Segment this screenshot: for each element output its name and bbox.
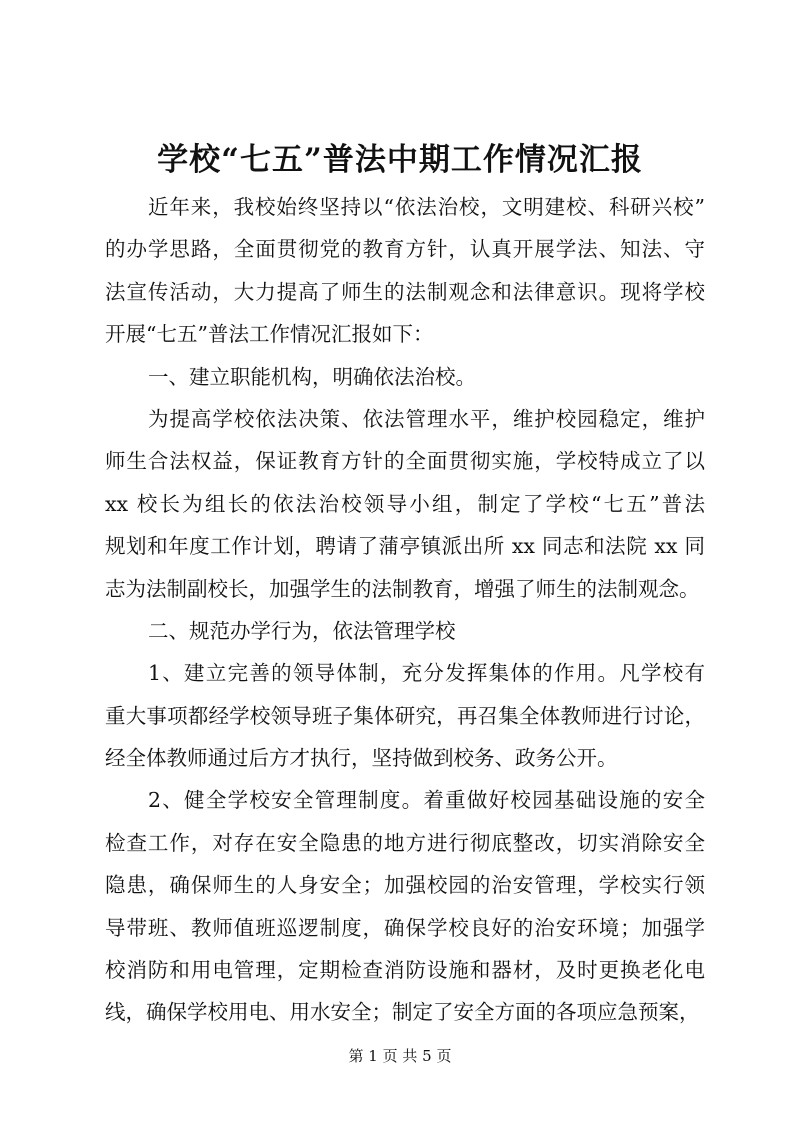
document-body: [105, 186, 705, 1034]
text-line: 的办学思路，全面贯彻党的教育方针，认真开展学法、知法、守: [105, 237, 705, 262]
text-line: 为提高学校依法决策、依法管理水平，维护校园稳定，维护: [148, 406, 705, 431]
page-indicator: 第 1 页 共 5 页: [348, 1047, 452, 1065]
text-line: 2、健全学校安全管理制度。着重做好校园基础设施的安全: [148, 788, 705, 813]
text-line: 规划和年度工作计划，聘请了蒲亭镇派出所 xx 同志和法院 xx 同: [105, 534, 705, 559]
text-line: 志为法制副校长，加强学生的法制教育，增强了师生的法制观念。: [105, 576, 700, 601]
text-line: 经全体教师通过后方才执行，坚持做到校务、政务公开。: [105, 746, 618, 771]
text-line: 开展“七五”普法工作情况汇报如下：: [105, 322, 434, 347]
text-line: 导带班、教师值班巡逻制度，确保学校良好的治安环境；加强学: [105, 915, 705, 940]
text-line: 重大事项都经学校领导班子集体研究，再召集全体教师进行讨论，: [105, 703, 705, 728]
text-line: 法宣传活动，大力提高了师生的法制观念和法律意识。现将学校: [105, 279, 705, 304]
text-line: 校消防和用电管理，定期检查消防设施和器材，及时更换老化电: [105, 958, 705, 983]
text-line: 隐患，确保师生的人身安全；加强校园的治安管理，学校实行领: [105, 873, 705, 898]
document-title: 学校“七五”普法中期工作情况汇报: [157, 142, 643, 178]
text-line: 师生合法权益，保证教育方针的全面贯彻实施，学校特成立了以: [105, 449, 705, 474]
section-heading-1: 一、建立职能机构，明确依法治校。: [148, 364, 476, 389]
text-line: 线，确保学校用电、用水安全；制定了安全方面的各项应急预案，: [105, 1000, 700, 1025]
section-heading-2: 二、规范办学行为，依法管理学校: [148, 618, 456, 643]
text-line: xx 校长为组长的依法治校领导小组，制定了学校“七五”普法: [105, 491, 705, 516]
text-line: 1、建立完善的领导体制，充分发挥集体的作用。凡学校有: [148, 661, 705, 686]
text-line: 检查工作，对存在安全隐患的地方进行彻底整改，切实消除安全: [105, 830, 705, 855]
text-line: 近年来，我校始终坚持以“依法治校，文明建校、科研兴校”: [148, 195, 705, 219]
